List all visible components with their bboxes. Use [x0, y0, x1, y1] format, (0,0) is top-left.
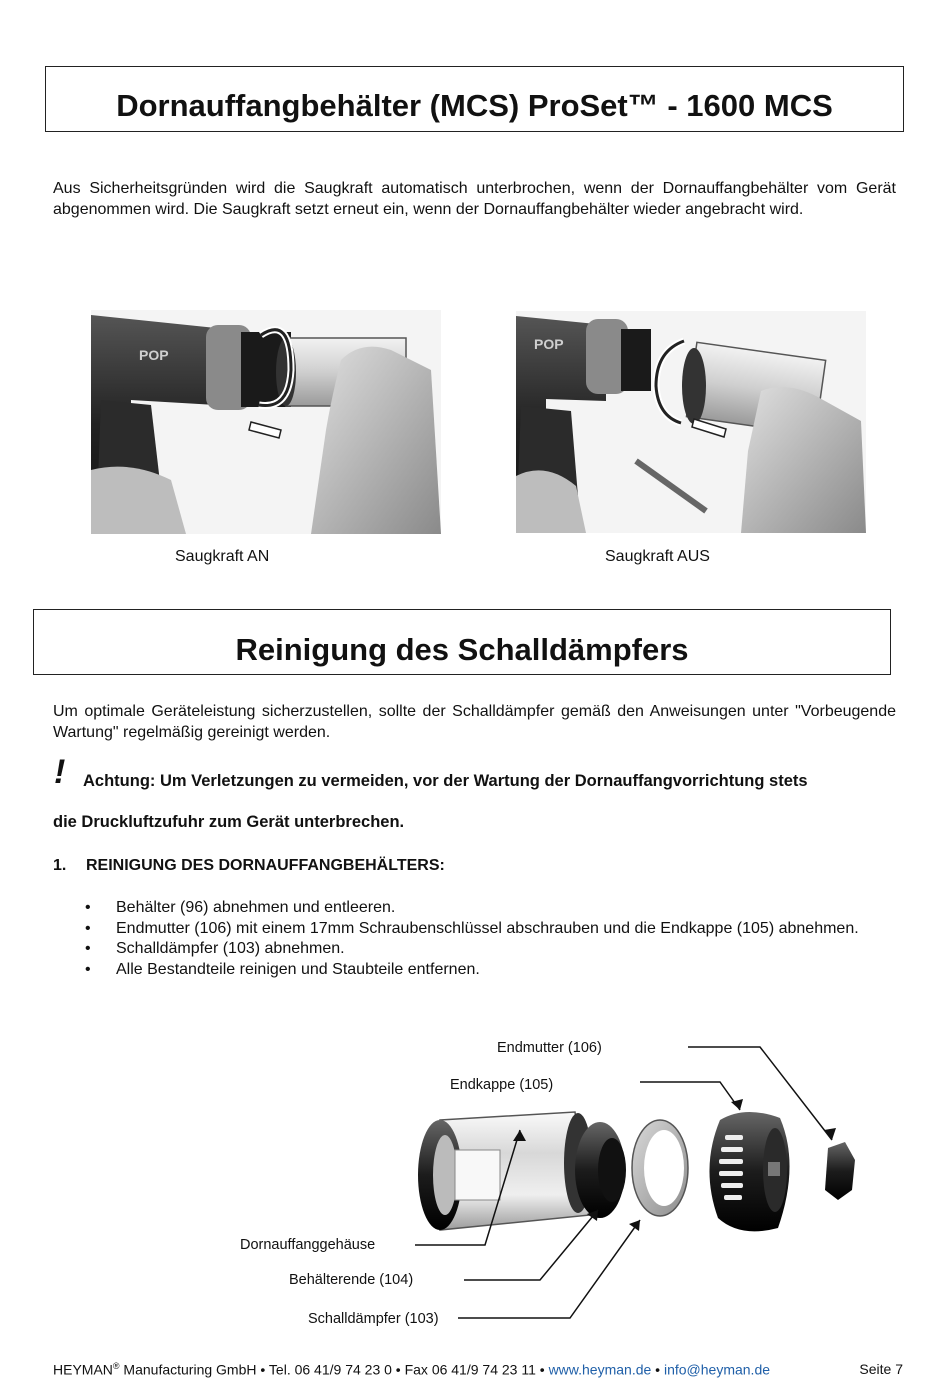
label-housing: Dornauffanggehäuse: [240, 1237, 376, 1253]
list-item: • Alle Bestandteile reinigen und Staubteile entfernen.: [85, 960, 875, 981]
section-title-mcs: Dornauffangbehälter (MCS) ProSet™ - 1600 MCS: [45, 66, 904, 132]
container-end-part: [575, 1122, 626, 1218]
photo-suction-off: [516, 311, 866, 533]
step-heading: REINIGUNG DES DORNAUFFANGBEHÄLTERS:: [86, 857, 445, 874]
canister-housing: [418, 1112, 592, 1230]
label-muffler: Schalldämpfer (103): [308, 1311, 439, 1327]
photo-suction-on: [91, 310, 441, 534]
end-nut-part: [825, 1142, 855, 1200]
label-end-cap: Endkappe (105): [450, 1077, 554, 1093]
registered-mark: ®: [112, 1361, 120, 1371]
warning-text-line1: Achtung: Um Verletzungen zu vermeiden, vor der Wartung der Dornauffangvorrichtung stets: [83, 772, 808, 790]
bullet-icon: •: [85, 919, 91, 937]
cleaning-paragraph: Um optimale Geräteleistung sicherzustellen, sollte der Schalldämpfer gemäß den Anweisungen unter "Vorbeugende Wartung" regelmäßig gereinigt werden.: [53, 703, 896, 741]
muffler-part: [632, 1120, 688, 1216]
list-item: • Schalldämpfer (103) abnehmen.: [85, 939, 875, 960]
footer-website-link[interactable]: www.heyman.de: [548, 1361, 652, 1378]
caption-suction-off: Saugkraft AUS: [605, 548, 710, 565]
warning-icon: !: [54, 753, 66, 791]
label-container-end: Behälterende (104): [289, 1272, 414, 1288]
footer-separator: •: [651, 1361, 664, 1378]
footer-contact: Manufacturing GmbH • Tel. 06 41/9 74 23 0 • Fax 06 41/9 74 23 11 •: [119, 1361, 549, 1378]
bullet-icon: •: [85, 940, 91, 957]
footer: [53, 1361, 770, 1378]
brand-label: POP: [139, 347, 169, 363]
caption-suction-on: Saugkraft AN: [175, 548, 270, 565]
footer-email-link[interactable]: info@heyman.de: [663, 1361, 771, 1378]
section-title-cleaning: Reinigung des Schalldämpfers: [33, 609, 891, 675]
list-item: • Endmutter (106) mit einem 17mm Schraubenschlüssel abschrauben und die Endkappe (105) abnehmen.: [85, 919, 875, 940]
warning-text-line2: die Druckluftzufuhr zum Gerät unterbrechen.: [53, 813, 405, 831]
bullet-icon: •: [85, 960, 91, 978]
intro-paragraph: Aus Sicherheitsgründen wird die Saugkraft automatisch unterbrochen, wenn der Dornauffangbehälter vom Gerät abgenommen wird. Die Saugkraft setzt erneut ein, wenn der Dornauffangbehälter wieder angebracht wird.: [53, 180, 896, 218]
step-number: 1.: [53, 857, 67, 874]
label-end-nut: Endmutter (106): [497, 1040, 602, 1056]
page-number: Seite 7: [859, 1361, 903, 1377]
footer-company: HEYMAN: [53, 1361, 113, 1378]
bullet-icon: •: [85, 899, 91, 916]
cleaning-steps-list: [85, 898, 875, 980]
svg-text:POP: POP: [534, 336, 564, 352]
list-item: • Behälter (96) abnehmen und entleeren.: [85, 898, 875, 919]
end-cap-part: [709, 1112, 789, 1231]
